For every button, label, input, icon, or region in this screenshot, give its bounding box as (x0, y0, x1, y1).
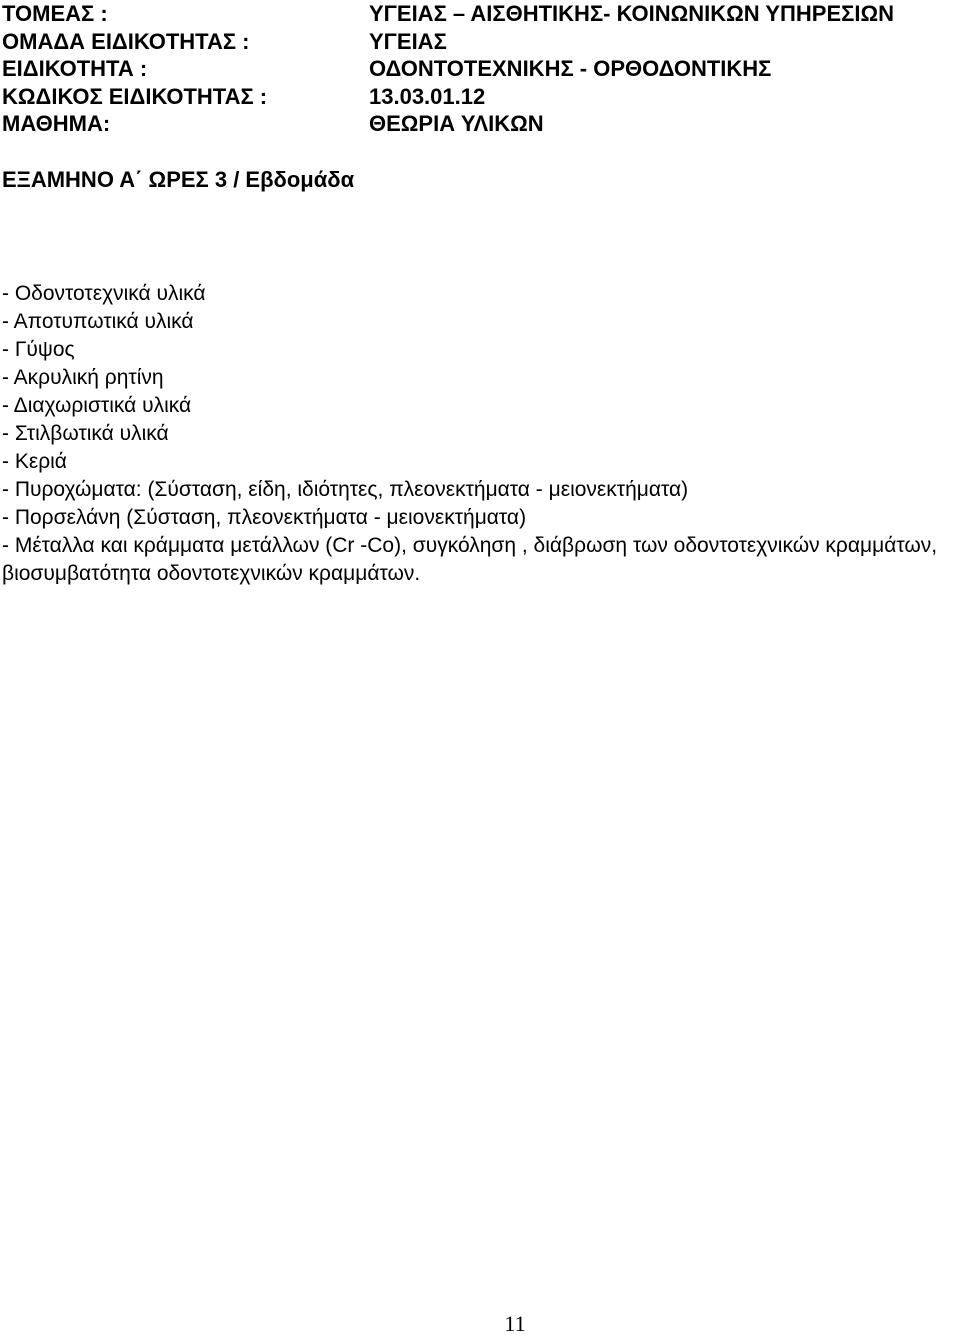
course-header (0, 0, 960, 138)
topic-item: - Στιλβωτικά υλικά (2, 422, 169, 445)
topic-item: - Διαχωριστικά υλικά (2, 394, 192, 417)
page-number: 11 (504, 1311, 526, 1336)
course-label: ΜΑΘΗΜΑ: (2, 111, 111, 136)
topic-item: - Ακρυλική ρητίνη (2, 366, 164, 389)
sector-value: ΥΓΕΙΑΣ – ΑΙΣΘΗΤΙΚΗΣ- ΚΟΙΝΩΝΙΚΩΝ ΥΠΗΡΕΣΙΩΝ (369, 1, 894, 26)
semester-hours: ΕΞΑΜΗΝΟ Α΄ ΩΡΕΣ 3 / Εβδομάδα (2, 167, 355, 192)
specialty-label: ΕΙΔΙΚΟΤΗΤΑ : (2, 56, 148, 81)
specialty-code-label: ΚΩΔΙΚΟΣ ΕΙΔΙΚΟΤΗΤΑΣ : (2, 83, 268, 109)
topic-item: - Οδοντοτεχνικά υλικά (2, 282, 206, 305)
topic-item: - Αποτυπωτικά υλικά (2, 310, 194, 333)
header-row-specialty-group (0, 28, 960, 56)
header-row-course (0, 110, 960, 138)
topic-item: - Μέταλλα και κράμματα μετάλλων (Cr -Co), συγκόληση , διάβρωση των οδοντοτεχνικών κραμμάτων, βιοσυμβατότητα οδοντοτεχνικών κραμμάτων. (2, 534, 938, 585)
topic-list (2, 280, 952, 588)
topic-item: - Πυροχώματα: (Σύσταση, είδη, ιδιότητες, πλεονεκτήματα - μειονεκτήματα) (2, 478, 689, 501)
header-row-sector (0, 0, 960, 28)
topic-item: - Γύψος (2, 338, 75, 361)
course-value: ΘΕΩΡΙΑ ΥΛΙΚΩΝ (369, 111, 544, 136)
specialty-group-value: ΥΓΕΙΑΣ (369, 28, 447, 54)
topic-item: - Πορσελάνη (Σύσταση, πλεονεκτήματα - μειονεκτήματα) (2, 506, 527, 529)
header-row-specialty (0, 55, 960, 83)
specialty-value: ΟΔΟΝΤΟΤΕΧΝΙΚΗΣ - ΟΡΘΟΔΟΝΤΙΚΗΣ (369, 56, 772, 81)
header-row-specialty-code (0, 83, 960, 111)
topic-item: - Κεριά (2, 450, 67, 473)
sector-label: ΤΟΜΕΑΣ : (2, 1, 108, 26)
specialty-group-label: ΟΜΑΔΑ ΕΙΔΙΚΟΤΗΤΑΣ : (2, 28, 250, 54)
specialty-code-value: 13.03.01.12 (369, 83, 486, 109)
